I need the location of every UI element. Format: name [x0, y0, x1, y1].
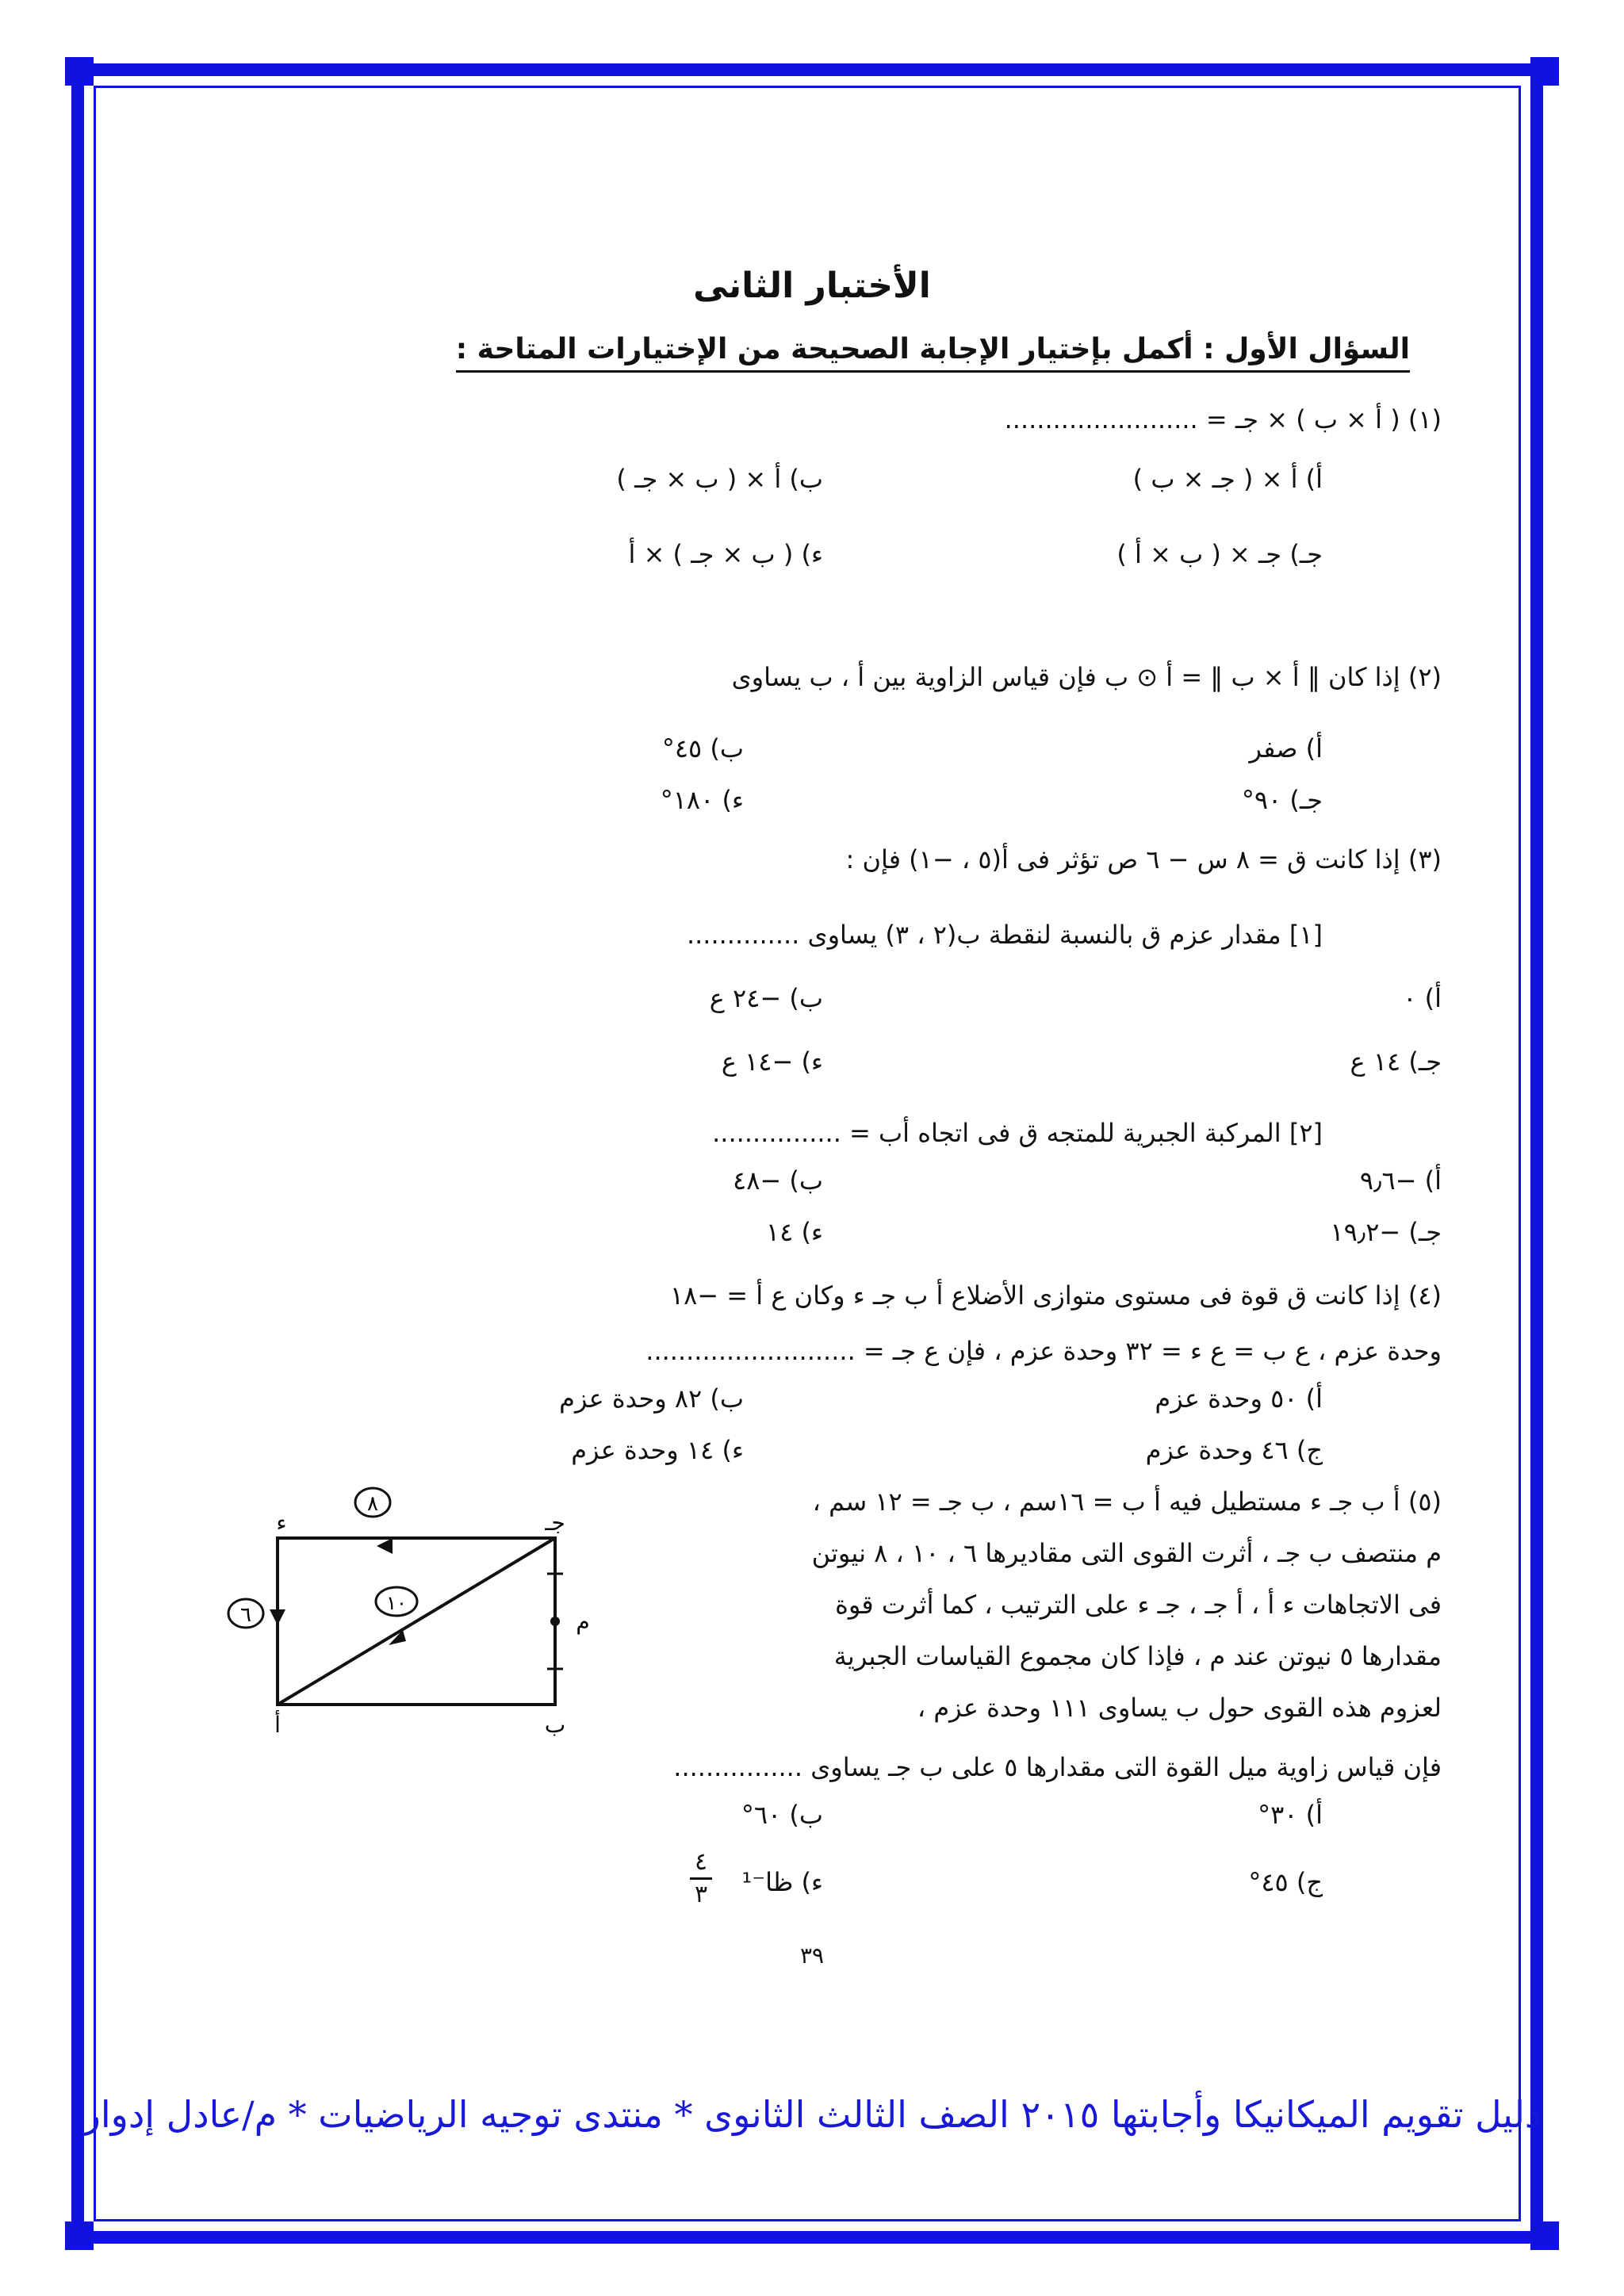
vertex-label-d: ء — [276, 1510, 287, 1536]
q1-stem: (١) ( أ × ب ) × جـ = ........................ — [1004, 404, 1442, 434]
q2-stem: (٢) إذا كان ‖ أ × ب ‖ = أ ⊙ ب فإن قياس الزاوية بين أ ، ب يساوى — [731, 662, 1442, 692]
vertex-label-a: أ — [274, 1712, 281, 1738]
q5-option-d: ء) ظا⁻¹ — [741, 1867, 823, 1897]
rectangle-force-diagram — [222, 1475, 634, 1744]
border-corner — [1530, 2221, 1559, 2250]
q4-stem-line1: (٤) إذا كانت ق قوة فى مستوى متوازى الأضلاع أ ب جـ ء وكان ع أ = −١٨ — [669, 1280, 1442, 1311]
q1-option-a: أ) أ × ( جـ × ب ) — [1132, 464, 1323, 494]
arrow-left-force — [270, 1609, 285, 1625]
q3-p2-option-c: جـ) −١٩٫٢ — [1330, 1217, 1442, 1247]
q2-option-a: أ) صفر — [1249, 733, 1323, 763]
diagonal-ac — [278, 1538, 555, 1705]
page-number: ٣٩ — [799, 1942, 825, 1969]
q5-line1: (٥) أ ب جـ ء مستطيل فيه أ ب = ١٦سم ، ب جـ = ١٢ سم ، — [812, 1487, 1442, 1517]
q5-line2: م منتصف ب جـ ، أثرت القوى التى مقاديرها ٦ ، ١٠ ، ٨ نيوتن — [811, 1538, 1442, 1568]
q4-option-a: أ) ٥٠ وحدة عزم — [1155, 1383, 1323, 1414]
q2-option-b: ب) ٤٥° — [661, 733, 744, 763]
q3-part2: [٢] المركبة الجبرية للمتجه ق فى اتجاه أب = ................ — [712, 1118, 1323, 1148]
q1-option-c: جـ) جـ × ( ب × أ ) — [1116, 539, 1323, 569]
q3-p1-option-a: أ) ٠ — [1403, 983, 1442, 1013]
q3-part1: [١] مقدار عزم ق بالنسبة لنقطة ب(٢ ، ٣) يساوى .............. — [686, 920, 1323, 950]
q3-p2-option-b: ب) −٤٨ — [733, 1165, 823, 1196]
q3-p2-option-d: ء) ١٤ — [765, 1217, 823, 1247]
fraction-numerator: ٤ — [690, 1847, 712, 1880]
q5-line3: فى الاتجاهات ء أ ، أ جـ ، جـ ء على الترتيب ، كما أثرت قوة — [835, 1590, 1442, 1620]
q5-option-b: ب) ٦٠° — [741, 1800, 823, 1830]
q2-option-c: جـ) ٩٠° — [1241, 785, 1323, 815]
midpoint-label-m: م — [576, 1609, 590, 1635]
q5-line4: مقدارها ٥ نيوتن عند م ، فإذا كان مجموع القياسات الجبرية — [833, 1641, 1442, 1671]
page-title: الأختبار الثانى — [693, 266, 931, 306]
q5-option-c: ج) ٤٥° — [1248, 1867, 1323, 1897]
midpoint-m — [550, 1617, 560, 1626]
border-corner — [65, 57, 94, 86]
q4-option-b: ب) ٨٢ وحدة عزم — [559, 1383, 744, 1414]
q5-option-a: أ) ٣٠° — [1258, 1800, 1323, 1830]
footer-credit: دليل تقويم الميكانيكا وأجابتها ٢٠١٥ الصف الثالث الثانوى * منتدى توجيه الرياضيات * م/عادل إدوار — [82, 2093, 1542, 2136]
vertex-label-b: ب — [544, 1712, 566, 1738]
q4-option-d: ء) ١٤ وحدة عزم — [571, 1435, 744, 1465]
q5-option-d-fraction — [690, 1847, 712, 1910]
q4-stem-line2: وحدة عزم ، ع ب = ع ء = ٣٢ وحدة عزم ، فإن ع جـ = .......................... — [645, 1336, 1442, 1366]
q5-line6: فإن قياس زاوية ميل القوة التى مقدارها ٥ على ب جـ يساوى ................ — [673, 1752, 1442, 1782]
q4-option-c: ج) ٤٦ وحدة عزم — [1145, 1435, 1323, 1465]
q3-p1-option-d: ء) −١٤ ع — [721, 1047, 823, 1077]
border-corner — [65, 2221, 94, 2250]
vertex-label-c: جـ — [545, 1510, 565, 1536]
force-label-diag: ١٠ — [386, 1592, 407, 1614]
force-label-left: ٦ — [240, 1603, 251, 1627]
q1-option-b: ب) أ × ( ب × جـ ) — [616, 464, 823, 494]
q5-line5: لعزوم هذه القوى حول ب يساوى ١١١ وحدة عزم ، — [917, 1693, 1442, 1723]
q3-p1-option-c: جـ) ١٤ ع — [1350, 1047, 1442, 1077]
q3-p2-option-a: أ) −٩٫٦ — [1359, 1165, 1442, 1196]
force-label-top: ٨ — [367, 1492, 378, 1516]
q3-p1-option-b: ب) −٢٤ ع — [709, 983, 823, 1013]
q3-stem: (٣) إذا كانت ق = ٨ س − ٦ ص تؤثر فى أ(٥ ، −١) فإن : — [845, 844, 1442, 874]
q2-option-d: ء) ١٨٠° — [660, 785, 744, 815]
arrow-top-force — [377, 1538, 393, 1554]
question-header: السؤال الأول : أكمل بإختيار الإجابة الصحيحة من الإختيارات المتاحة : — [456, 333, 1410, 373]
fraction-denominator: ٣ — [695, 1881, 708, 1908]
border-corner — [1530, 57, 1559, 86]
q1-option-d: ء) ( ب × جـ ) × أ — [628, 539, 823, 569]
